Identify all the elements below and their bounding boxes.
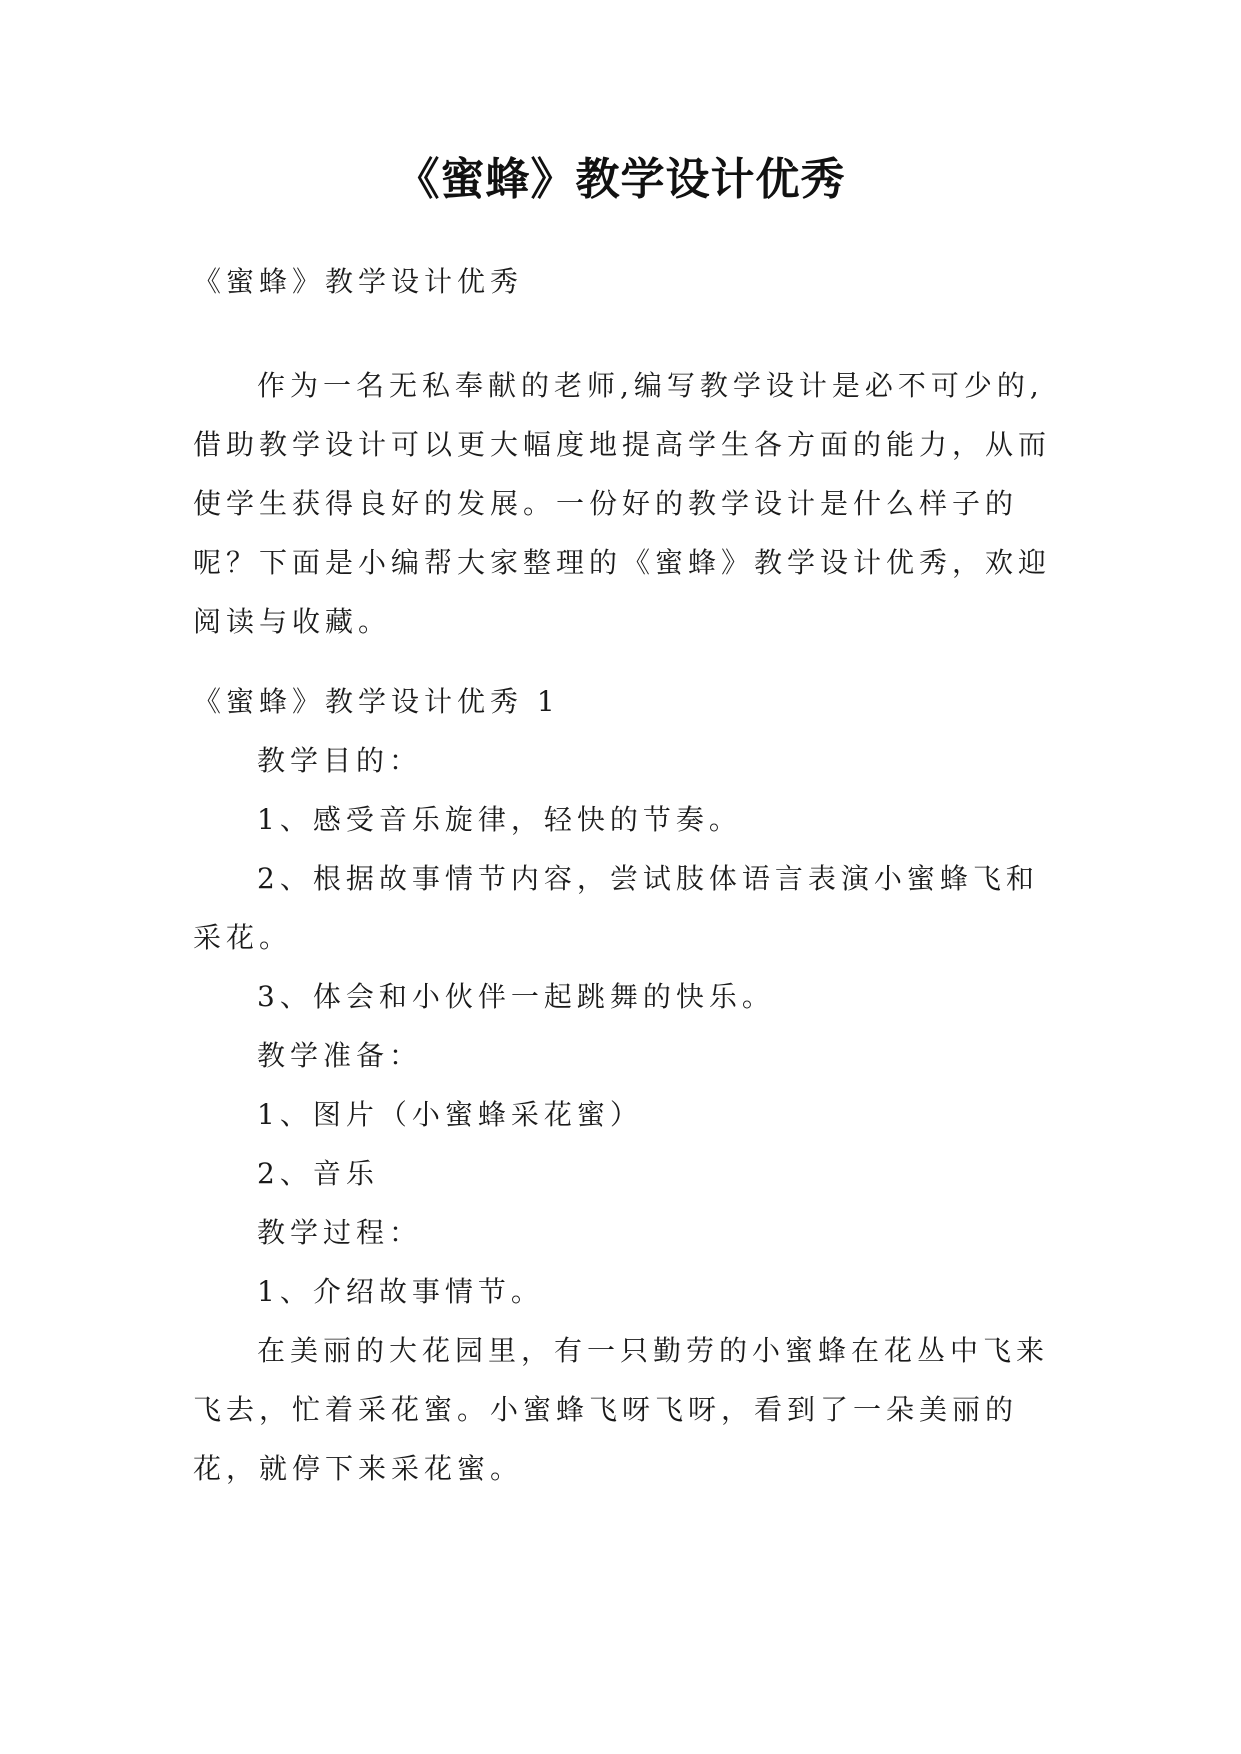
goal-item-1: 1、感受音乐旋律，轻快的节奏。 (257, 803, 742, 836)
prep-item-1: 1、图片（小蜜蜂采花蜜） (257, 1098, 643, 1131)
intro-text: 作为一名无私奉献的老师,编写教学设计是必不可少的,借助教学设计可以更大幅度地提高学生各方面的能力，从而使学生获得良好的发展。一份好的教学设计是什么样子的呢？下面是小编帮大家整理的《蜜蜂》教学设计优秀，欢迎阅读与收藏。 (193, 369, 1052, 638)
document-subtitle (193, 252, 1053, 311)
section-1 (193, 672, 1053, 1498)
goal-item-2: 2、根据故事情节内容，尝试肢体语言表演小蜜蜂飞和采花。 (193, 862, 1039, 954)
prep-label: 教学准备： (257, 1039, 423, 1072)
subtitle-text: 《蜜蜂》教学设计优秀 (193, 265, 524, 298)
prep-item-2: 2、音乐 (257, 1157, 379, 1190)
goals-label: 教学目的： (257, 744, 423, 777)
intro-paragraph (193, 356, 1053, 651)
goal-item-3: 3、体会和小伙伴一起跳舞的快乐。 (257, 980, 775, 1013)
process-label: 教学过程： (257, 1216, 423, 1249)
process-item-1: 1、介绍故事情节。 (257, 1275, 544, 1308)
story-paragraph: 在美丽的大花园里，有一只勤劳的小蜜蜂在花丛中飞来飞去，忙着采花蜜。小蜜蜂飞呀飞呀，看到了一朵美丽的花，就停下来采花蜜。 (193, 1334, 1050, 1485)
document-title: 《蜜蜂》教学设计优秀 (395, 154, 846, 205)
section-heading: 《蜜蜂》教学设计优秀 1 (193, 685, 560, 718)
